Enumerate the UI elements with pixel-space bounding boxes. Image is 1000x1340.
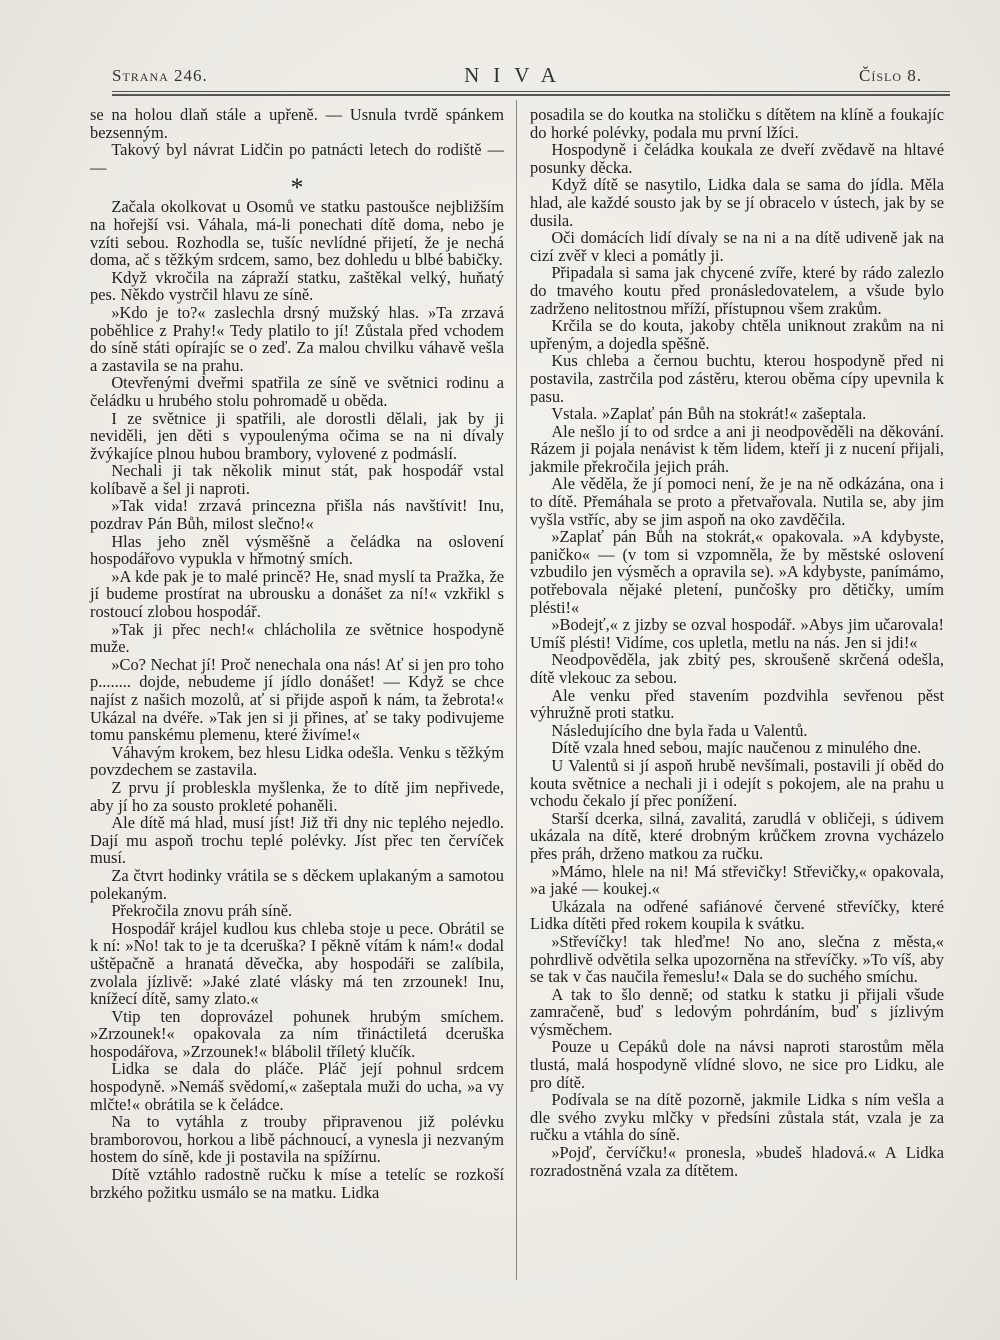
paragraph: Ale dítě má hlad, musí jíst! Již tři dny nic teplého nejedlo. Dají mu aspoň trochu teplé polévky. Jíst přec ten červíček musí. — [90, 813, 504, 868]
paragraph: »Kdo je to?« zaslechla drsný mužský hlas. »Ta zrzavá poběhlice z Prahy!« Tedy platilo to jí! Zůstala před vchodem do síně státi opírajíc se o zeď. Za malou chvilku váhavě vešla a zastavila se na prahu. — [90, 302, 504, 375]
paragraph: Hlas jeho zněl výsměšně a čeládka na oslovení hospodářovo vypukla v hřmotný smích. — [90, 531, 504, 569]
paragraph: Vtip ten doprovázel pohunek hrubým smíchem. »Zrzounek!« opakovala za ním třináctiletá dceruška hospodářova, »Zrzounek!« blábolil tříletý klučík. — [90, 1006, 504, 1061]
paragraph: Ale venku před stavením pozdvihla sevřenou pěst výhružně proti statku. — [530, 685, 944, 723]
paragraph: Vstala. »Zaplať pán Bůh na stokrát!« zašeptala. — [551, 404, 867, 424]
paragraph: Kus chleba a černou buchtu, kterou hospodyně před ni postavila, zastrčila pod zástěru, kterou oběma cípy upevnila k pasu. — [530, 351, 944, 406]
header-rule-thin — [112, 91, 950, 92]
paragraph: »A kde pak je to malé princě? He, snad myslí ta Pražka, že jí budeme prostírat na ubrousku a donášet za ní!« vzkřikl s rostoucí zlobou hospodář. — [90, 566, 504, 622]
paragraph: Překročila znovu práh síně. — [111, 901, 293, 921]
paragraph: Hospodář krájel kudlou kus chleba stoje u pece. Obrátil se k ní: »No! tak to je ta dceruška? I pěkně vítám k nám!« dodal uštěpačně a hranatá děvečka, aby hospodáři se zalíbila, zvolala jízlivě: »Jaké zlaté vlásky má ten zrzounek! Inu, knížecí dítě, samy zlato.« — [90, 918, 504, 1009]
column-divider — [516, 100, 517, 1280]
header-rule-thick — [112, 94, 950, 96]
paragraph: »Co? Nechat jí! Proč nenechala ona nás! Ať si jen pro toho p........ dojde, nebudeme jí jídlo donášet! — Když se chce najíst z našich mozolů, ať si přijde aspoň k nám, ta žebrota!« Ukázal na dvéře. »Tak jen si ji přines, ať se taky podivujeme tomu panskému plemenu, které živíme!« — [90, 654, 504, 745]
page-number: Strana 246. — [112, 66, 208, 85]
paragraph: Starší dcerka, silná, zavalitá, zarudlá v obličeji, s údivem ukázala na dítě, které drobným krůčkem zrovna vycházelo přes práh, drženo matkou za ručku. — [530, 808, 944, 863]
running-header — [112, 63, 922, 88]
paragraph: Oči domácích lidí dívaly se na ni a na dítě udiveně jak na cizí zvěř v kleci a pomátly ji. — [530, 228, 944, 265]
paragraph: »Pojď, červíčku!« pronesla, »budeš hladová.« A Lidka rozradostněná vzala za dítětem. — [530, 1143, 944, 1180]
paragraph: Na to vytáhla z trouby připravenou již polévku bramborovou, horkou a libě páchnoucí, a vynesla ji nezvaným hostem do síně, kde ji postavila na spížírnu. — [90, 1112, 504, 1167]
paragraph: Nechali ji tak několik minut stát, pak hospodář vstal kolíbavě a šel ji naproti. — [90, 461, 504, 498]
paragraph: se na holou dlaň stále a upřeně. — Usnula tvrdě spánkem bezsenným. — [90, 105, 504, 142]
paragraph: Začala okolkovat u Osomů ve statku pastoušce nejbližším na hořejší vsi. Váhala, má-li ponechati dítě doma, nebo je vzíti sebou. Rozhodla se, tušíc nevlídné přijetí, že je nechá doma, ač s těžkým srdcem, samo, bez dohledu u blbé babičky. — [90, 197, 504, 270]
paragraph: Lidka se dala do pláče. Pláč její pohnul srdcem hospodyně. »Nemáš svědomí,« zašeptala muži do ucha, »a vy mlčte!« obrátila se k čeládce. — [90, 1059, 504, 1114]
paragraph: Z prvu jí probleskla myšlenka, že to dítě jim nepřivede, aby jí ho za sousto prokleté pohaněli. — [90, 777, 504, 815]
journal-title: NIVA — [464, 63, 570, 87]
paragraph: Krčila se do kouta, jakoby chtěla uniknout zrakům na ni upřeným, a dojedla spěšně. — [530, 316, 944, 353]
left-column — [90, 106, 504, 1340]
paragraph: Dítě vzala hned sebou, majíc naučenou z minulého dne. — [551, 738, 922, 758]
paragraph: Podívala se na dítě pozorně, jakmile Lidka s ním vešla a dle svého zvyku mlčky v předsíni zůstala stát, vzala je za ručku a vtáhla do síně. — [530, 1090, 944, 1145]
paragraph: U Valentů si jí aspoň hrubě nevšímali, postavili jí oběd do kouta světnice a nechali ji i odejít s pokojem, ale na prahu u vchodu čekalo jí přec ponížení. — [530, 755, 944, 811]
right-column — [530, 106, 944, 1340]
paragraph: Když vkročila na zápraží statku, zaštěkal velký, huňatý pes. Někdo vystrčil hlavu ze síně. — [90, 267, 504, 305]
issue-number: Číslo 8. — [858, 66, 922, 85]
paragraph: posadila se do koutka na stoličku s dítětem na klíně a foukajíc do horké polévky, podala mu první lžíci. — [530, 105, 944, 142]
paragraph: A tak to šlo denně; od statku k statku ji přijali všude zamračeně, buď s ledovým pohrdáním, buď s jízlivým výsměchem. — [530, 984, 944, 1039]
paragraph: »Tak ji přec nech!« chlácholila ze světnice hospodyně muže. — [90, 619, 504, 657]
paragraph: »Střevíčky! tak hleďme! No ano, slečna z města,« pohrdlivě odvětila selka upozorněna na střevíčky. »To víš, aby se tak v čas naučila řemeslu!« Dala se do suchého smíchu. — [530, 931, 944, 987]
paragraph: »Zaplať pán Bůh na stokrát,« opakovala. »A kdybyste, paničko« — (v tom si vzpomněla, že by městské oslovení vzbudilo jen výsměch a opravila se). »A kdybyste, panímámo, potřebovala nějaké pletení, punčošky pro dětičky, umím plésti!« — [530, 527, 944, 617]
paragraph: Ale nešlo jí to od srdce a ani ji neodpověděli na děkování. Rázem ji pojala nenávist k těm lidem, kteří ji z nucení přijali, jakmile překročila jejich práh. — [530, 421, 944, 476]
section-separator: * — [290, 173, 304, 203]
paragraph: »Mámo, hlele na ni! Má střevičky! Střevičky,« opakovala, »a jaké — koukej.« — [530, 861, 944, 899]
paragraph: I ze světnice ji spatřili, ale dorostli dělali, jak by ji neviděli, jen děti s vypoulenýma očima se na ni dívaly žvýkajíce plnou hubou brambory, vylovené z podmáslí. — [90, 408, 504, 463]
paragraph: Hospodyně i čeládka koukala ze dveří zvědavě na hltavé posunky děcka. — [530, 140, 944, 177]
paragraph: Ukázala na odřené safiánové červené střevíčky, které Lidka dítěti před rokem koupila k svátku. — [530, 896, 944, 934]
paragraph: Následujícího dne byla řada u Valentů. — [551, 720, 808, 740]
paragraph: »Bodejť,« z jizby se ozval hospodář. »Abys jim učarovala! Umíš plésti! Vidíme, cos upletla, metlu na nás. Jen si jdi!« — [530, 615, 944, 652]
paragraph: Připadala si sama jak chycené zvíře, které by rádo zalezlo do tmavého koutu před pronásledovatelem, a všude bylo zadrženo nelitostnou mříží, přístupnou všem zrakům. — [530, 263, 944, 318]
paragraph: Otevřenými dveřmi spatřila ze síně ve světnici rodinu a čeládku u hrubého stolu pohromadě u oběda. — [90, 373, 504, 410]
paragraph: Ale věděla, že jí pomoci není, že je na ně odkázána, ona i to dítě. Přemáhala se proto a přetvařovala. Nutila se, aby jim vyšla vstříc, aby se jim aspoň na oko zavděčila. — [530, 474, 944, 529]
paragraph: Když dítě se nasytilo, Lidka dala se sama do jídla. Měla hlad, ale každé sousto jak by se jí obracelo v ústech, jak by se dusila. — [530, 175, 944, 230]
paragraph: Váhavým krokem, bez hlesu Lidka odešla. Venku s těžkým povzdechem se zastavila. — [90, 742, 504, 780]
paragraph: Dítě vztáhlo radostně ručku k míse a tetelíc se rozkoší brzkého požitku usmálo se na matku. Lidka — [90, 1165, 504, 1202]
paragraph: »Tak vida! zrzavá princezna přišla nás navštívit! Inu, pozdrav Pán Bůh, milost slečno!« — [90, 496, 504, 534]
paragraph: Neodpověděla, jak zbitý pes, skroušeně skrčená odešla, dítě vlekouc za sebou. — [530, 650, 944, 687]
paragraph: Pouze u Cepáků dole na návsi naproti starostům měla tlustá, malá hospodyně vlídné slovo, ne sice pro Lidku, ale pro dítě. — [530, 1037, 944, 1092]
paragraph: Takový byl návrat Lidčin po patnácti letech do rodiště — — — [90, 140, 504, 177]
paragraph: Za čtvrt hodinky vrátila se s děckem uplakaným a samotou polekaným. — [90, 865, 504, 903]
